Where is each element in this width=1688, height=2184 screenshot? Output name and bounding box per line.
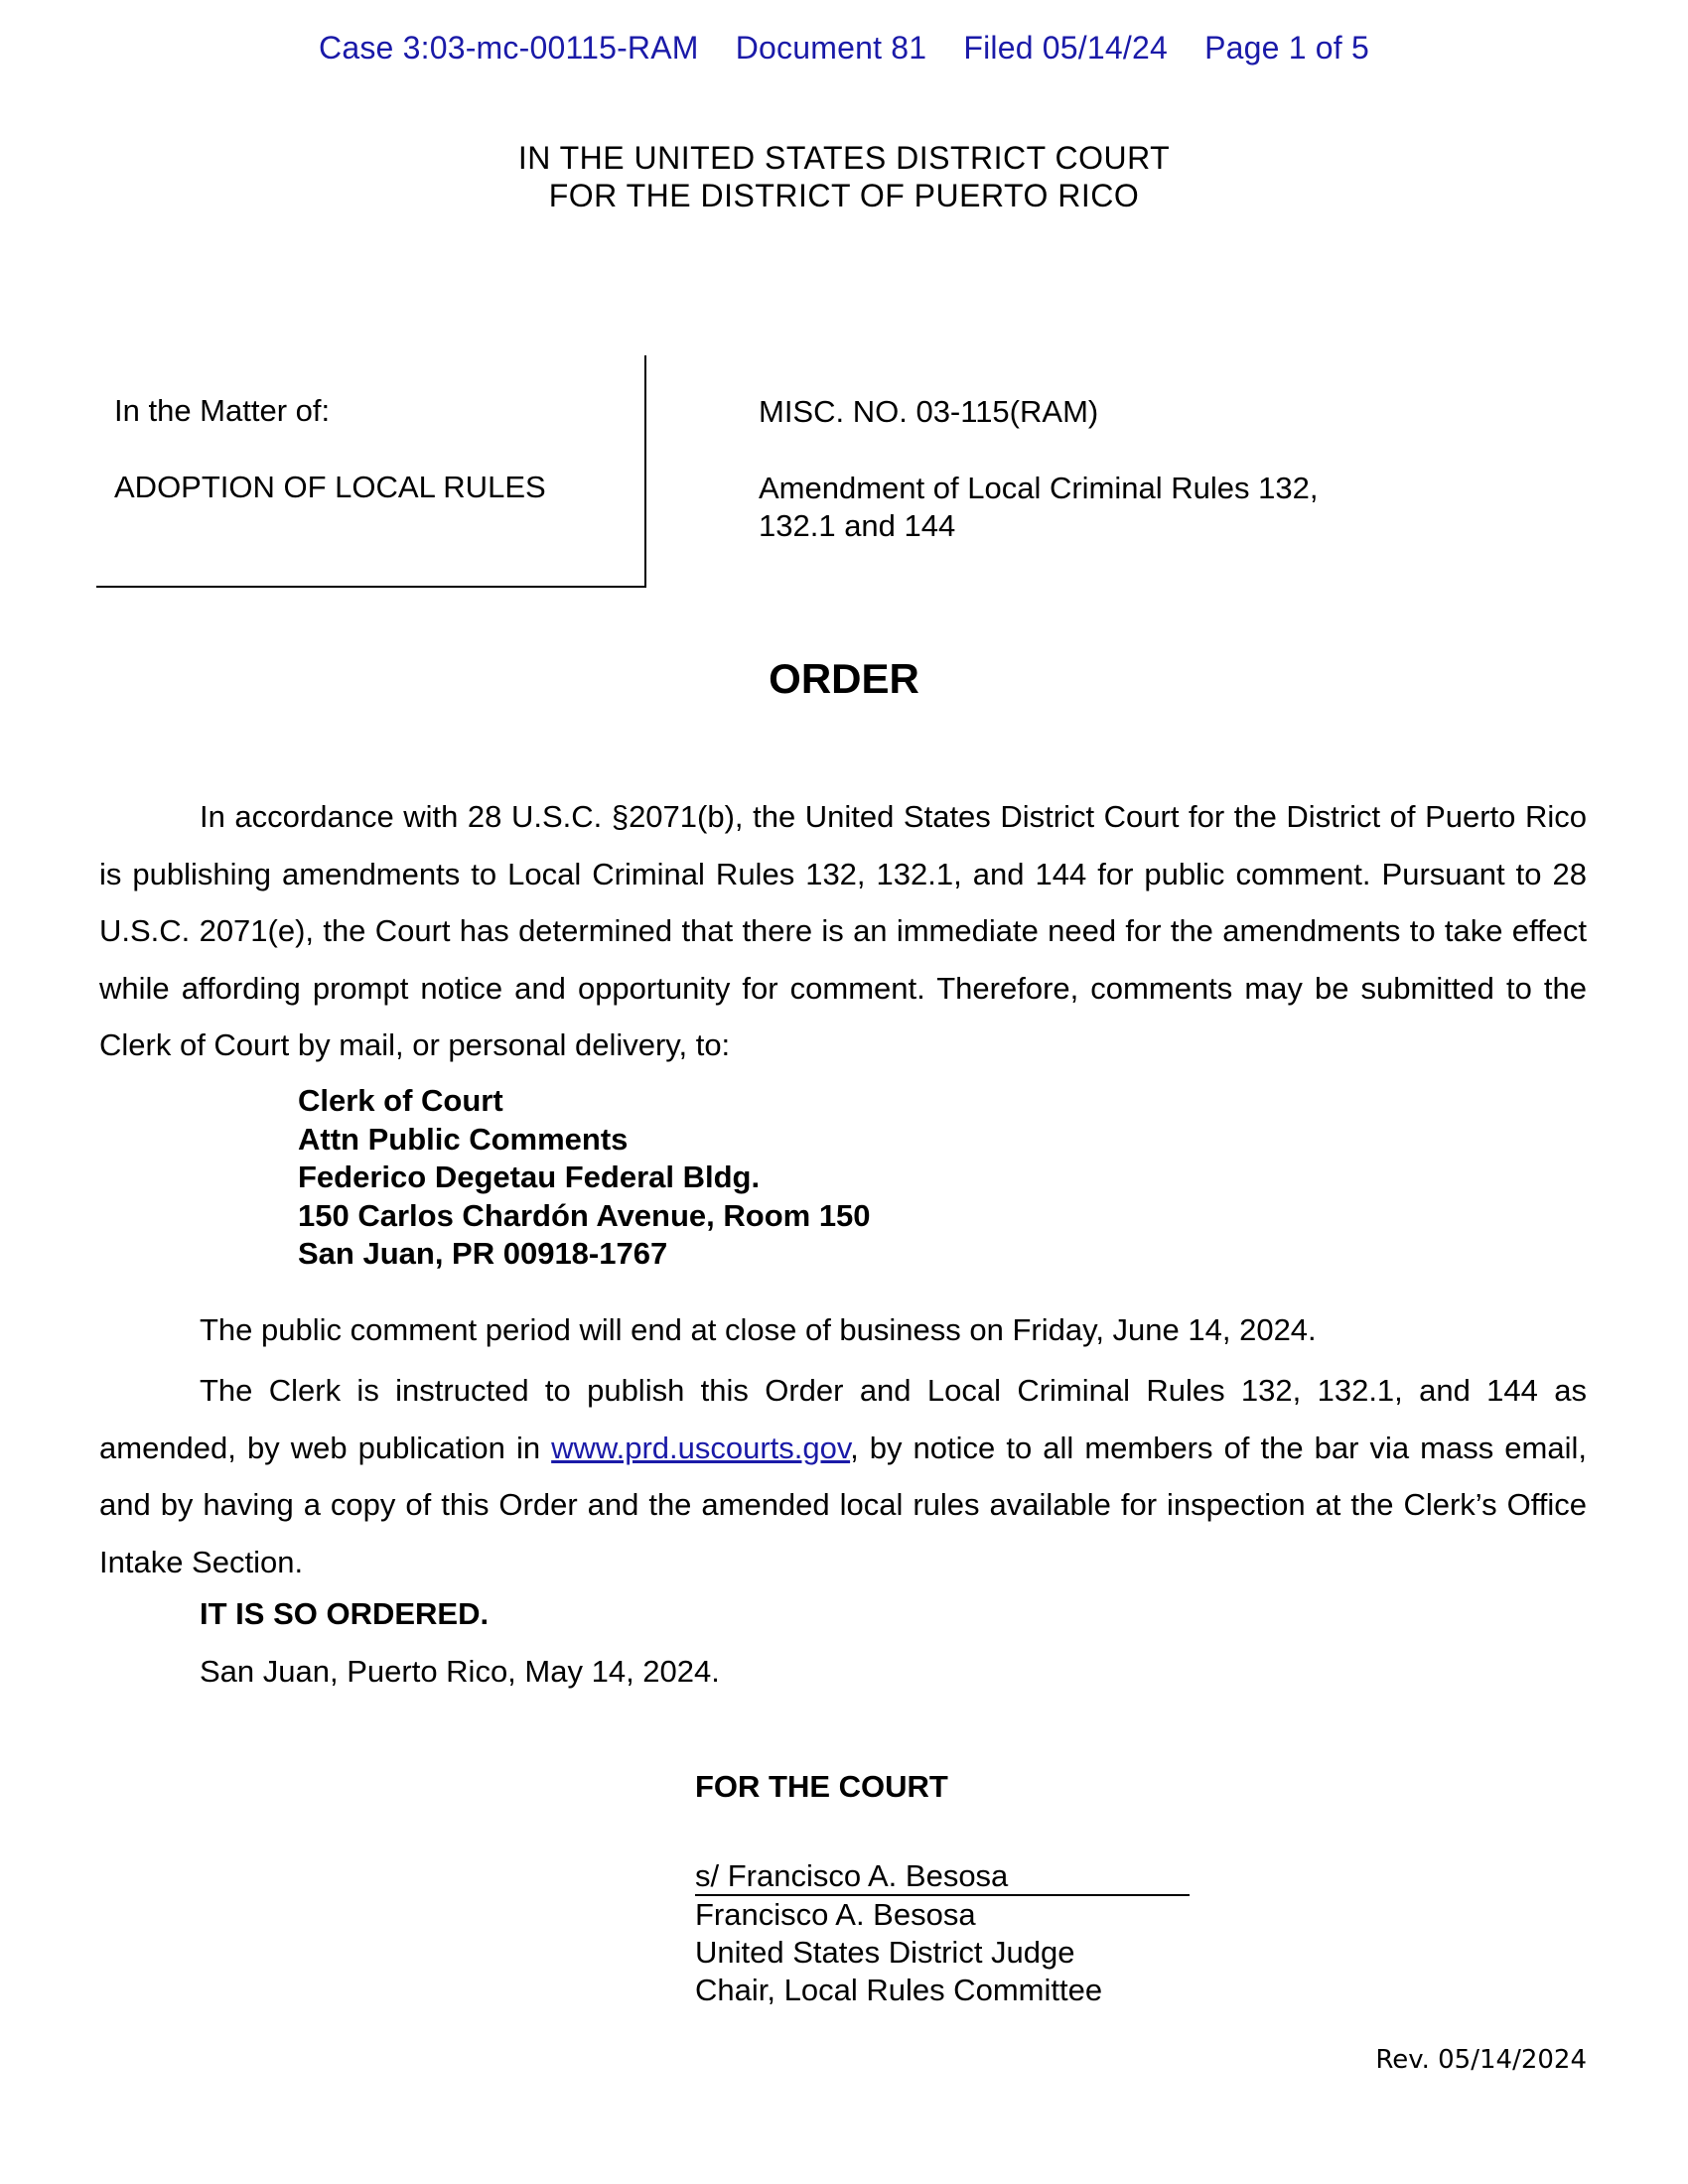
address-line-3: Federico Degetau Federal Bldg. xyxy=(298,1160,761,1194)
caption-left-box xyxy=(96,355,646,588)
matter-label: In the Matter of: xyxy=(114,393,331,428)
judge-title: United States District Judge xyxy=(695,1935,1075,1970)
ecf-header xyxy=(0,30,1688,67)
order-title: ORDER xyxy=(769,655,919,702)
revision-date: Rev. 05/14/2024 xyxy=(1375,2045,1587,2075)
electronic-signature: s/ Francisco A. Besosa xyxy=(695,1858,1190,1896)
for-the-court: FOR THE COURT xyxy=(695,1769,948,1804)
case-number: Case 3:03-mc-00115-RAM xyxy=(319,30,699,66)
address-line-2: Attn Public Comments xyxy=(298,1121,629,1157)
court-title xyxy=(0,139,1688,214)
paragraph-2 xyxy=(99,1362,1587,1590)
case-caption xyxy=(96,355,1586,588)
matter-name: ADOPTION OF LOCAL RULES xyxy=(114,470,546,504)
paragraph-2-text-before: The Clerk is instructed to publish this Order and Local Criminal Rules 132, 132.1, and 144 as amended, by web publication in xyxy=(99,1373,1587,1465)
address-line-4: 150 Carlos Chardón Avenue, Room 150 xyxy=(298,1197,871,1233)
committee-title: Chair, Local Rules Committee xyxy=(695,1973,1103,2007)
place-and-date: San Juan, Puerto Rico, May 14, 2024. xyxy=(200,1654,720,1689)
signature-block xyxy=(695,1858,1190,2009)
address-line-5: San Juan, PR 00918-1767 xyxy=(298,1236,668,1271)
address-line-1: Clerk of Court xyxy=(298,1083,503,1118)
subject-line-2: 132.1 and 144 xyxy=(759,508,956,543)
filed-date: Filed 05/14/24 xyxy=(963,30,1168,66)
misc-number: MISC. NO. 03-115(RAM) xyxy=(759,394,1099,429)
paragraph-2-text-after: , by notice to all members of the bar via mass email, and by having a copy of this Order and the amended local rules available for inspection at the Clerk’s Office Intake Section. xyxy=(99,1430,1588,1579)
comment-period: The public comment period will end at close of business on Friday, June 14, 2024. xyxy=(200,1312,1317,1347)
court-title-line-1: IN THE UNITED STATES DISTRICT COURT xyxy=(517,140,1171,176)
court-title-line-2: FOR THE DISTRICT OF PUERTO RICO xyxy=(548,178,1140,213)
subject-line-1: Amendment of Local Criminal Rules 132, xyxy=(759,471,1319,505)
so-ordered: IT IS SO ORDERED. xyxy=(200,1596,490,1631)
paragraph-1: In accordance with 28 U.S.C. §2071(b), the United States District Court for the District of Puerto Rico is publishing amendments to Local Criminal Rules 132, 132.1, and 144 for public comment. Pursuant to 28 U.S.C. 2071(e), the Court has determined that there is an immediate need for the amendments to take effect while affording prompt notice and opportunity for comment. Therefore, comments may be submitted to the Clerk of Court by mail, or personal delivery, to: xyxy=(99,799,1587,1062)
judge-name: Francisco A. Besosa xyxy=(695,1897,976,1932)
court-website-link[interactable]: www.prd.uscourts.gov xyxy=(551,1430,851,1465)
page-indicator: Page 1 of 5 xyxy=(1204,30,1369,66)
mailing-address xyxy=(298,1082,871,1274)
document-number: Document 81 xyxy=(735,30,927,66)
